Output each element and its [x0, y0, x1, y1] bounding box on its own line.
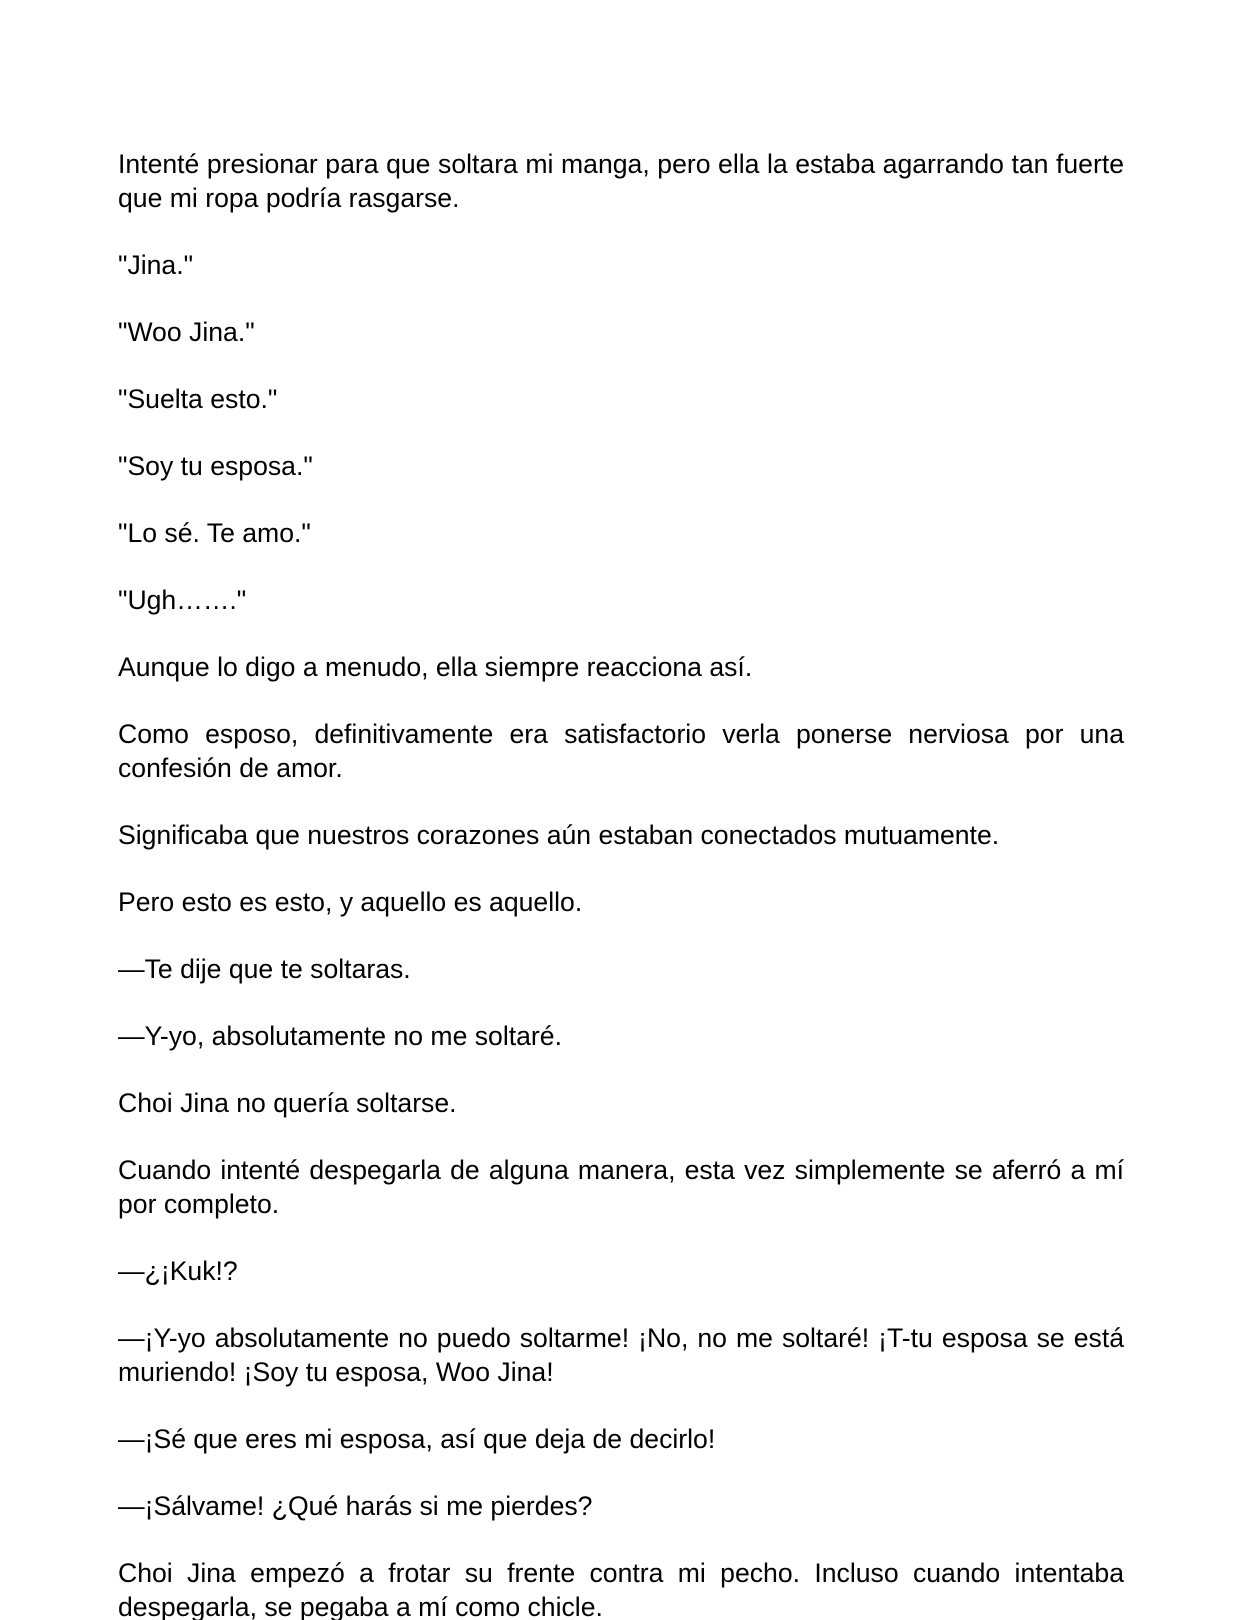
paragraph: Pero esto es esto, y aquello es aquello. [118, 887, 583, 917]
paragraph: Significaba que nuestros corazones aún estaban conectados mutuamente. [118, 820, 1000, 850]
paragraph: Cuando intenté despegarla de alguna manera, esta vez simplemente se aferró a mí por completo. [118, 1155, 1124, 1219]
paragraph: "Soy tu esposa." [118, 451, 313, 481]
body-text [118, 147, 1124, 1620]
paragraph: Como esposo, definitivamente era satisfactorio verla ponerse nerviosa por una confesión de amor. [118, 719, 1124, 783]
paragraph: —Te dije que te soltaras. [118, 954, 411, 984]
paragraph: Choi Jina no quería soltarse. [118, 1088, 457, 1118]
paragraph: "Lo sé. Te amo." [118, 518, 311, 548]
paragraph: "Ugh……." [118, 585, 247, 615]
paragraph: —¡Y-yo absolutamente no puedo soltarme! ¡No, no me soltaré! ¡T-tu esposa se está muriendo! ¡Soy tu esposa, Woo Jina! [118, 1323, 1124, 1387]
paragraph: "Jina." [118, 250, 194, 280]
paragraph: —¡Sé que eres mi esposa, así que deja de decirlo! [118, 1424, 716, 1454]
paragraph: —¡Sálvame! ¿Qué harás si me pierdes? [118, 1491, 593, 1521]
paragraph: Intenté presionar para que soltara mi manga, pero ella la estaba agarrando tan fuerte que mi ropa podría rasgarse. [118, 149, 1124, 213]
paragraph: Choi Jina empezó a frotar su frente contra mi pecho. Incluso cuando intentaba despegarla, se pegaba a mí como chicle. [118, 1558, 1124, 1620]
paragraph: "Woo Jina." [118, 317, 255, 347]
paragraph: —Y-yo, absolutamente no me soltaré. [118, 1021, 562, 1051]
paragraph: —¿¡Kuk!? [118, 1256, 238, 1286]
paragraph: Aunque lo digo a menudo, ella siempre reacciona así. [118, 652, 753, 682]
paragraph: "Suelta esto." [118, 384, 278, 414]
